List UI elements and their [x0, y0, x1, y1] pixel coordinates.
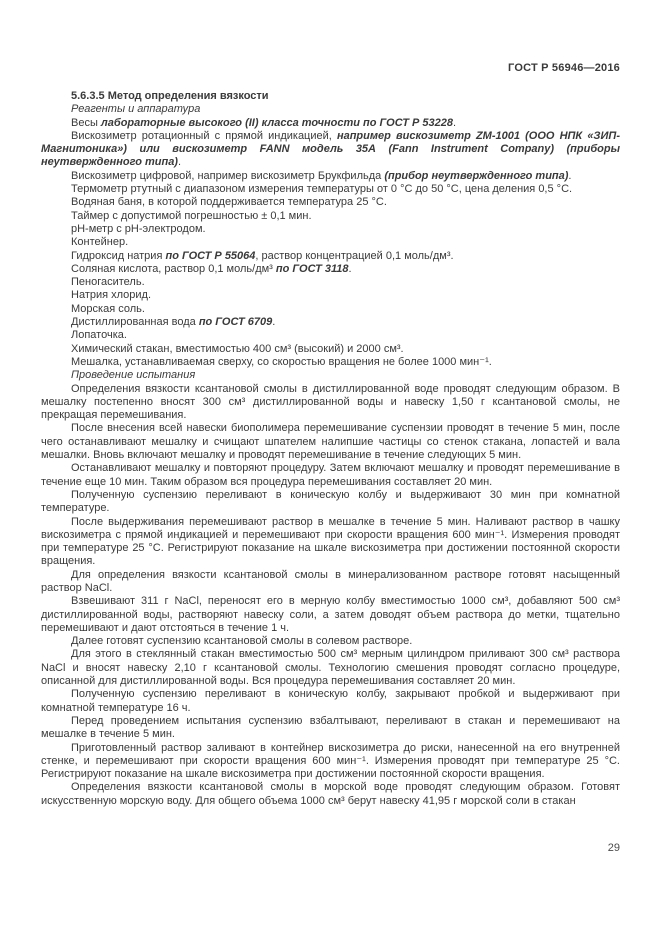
page-header: [41, 62, 620, 74]
paragraph: [41, 236, 620, 249]
text-run: .: [177, 156, 182, 169]
text-run: .: [272, 316, 276, 329]
paragraph: [41, 210, 620, 223]
paragraph: [41, 742, 620, 782]
text-run: Пеногаситель.: [71, 276, 145, 289]
text-run: по ГОСТ 6709: [198, 316, 273, 329]
text-run: Натрия хлорид.: [71, 289, 152, 302]
paragraph: [41, 715, 620, 742]
paragraph: [41, 356, 620, 369]
paragraph: [41, 223, 620, 236]
paragraph: [41, 329, 620, 342]
paragraph: [41, 462, 620, 489]
page-number: 29: [607, 842, 620, 854]
paragraph: [41, 263, 620, 276]
text-run: Для этого в стеклянный стакан вместимостью 500 см³ мерным цилиндром приливают 300 см³ раствора NaCl и вносят навеску 2,10 г ксантановой смолы. Технологию смешения проводят согласно процедуре, описанной для дистиллированной воды. Вся процедура перемешивания составляет 20 мин.: [41, 648, 620, 688]
paragraph: [41, 303, 620, 316]
text-run: например вискозиметр ZM-1001 (ООО НПК «ЗИП-Магнитоника») или вискозиметр FANN модель 35А (Fann Instrument Company) (приборы неутвержденного типа): [41, 129, 620, 169]
paragraph: [41, 635, 620, 648]
paragraph: [41, 276, 620, 289]
text-run: .: [453, 116, 457, 129]
paragraph: [41, 595, 620, 635]
paragraph: [41, 489, 620, 516]
text-run: Взвешивают 311 г NaCl, переносят его в мерную колбу вместимостью 1000 см³, добавляют 500 см³ дистиллированной воды, растворяют навеску соли, а затем доводят объем раствора до метки, тщательно перемешивают и дают отстояться в течение 1 ч.: [41, 595, 620, 634]
paragraph: [41, 289, 620, 302]
text-run: Останавливают мешалку и повторяют процедуру. Затем включают мешалку и проводят перемешивание в течение еще 10 мин. Таким образом вся процедура перемешивания составляет 20 мин.: [41, 462, 620, 488]
text-run: Дистиллированная вода: [71, 316, 199, 329]
text-run: Водяная баня, в которой поддерживается температура 25 °С.: [71, 196, 387, 209]
standard-number: ГОСТ Р 56946—2016: [508, 62, 620, 74]
text-run: Контейнер.: [71, 236, 129, 249]
text-run: Химический стакан, вместимостью 400 см³ (высокий) и 2000 см³.: [71, 342, 404, 355]
text-run: Полученную суспензию переливают в коническую колбу и выдерживают 30 мин при комнатной температуре.: [41, 488, 620, 515]
text-run: Приготовленный раствор заливают в контейнер вискозиметра до риски, нанесенной на его внутренней стенке, и перемешивают при скорости вращения 600 мин⁻¹. Измерения проводят при температуре 25 °С. Регистрируют показание на шкале вискозиметра при достижении постоянной скорости вращения.: [41, 741, 620, 781]
text-run: Для определения вязкости ксантановой смолы в минерализованном растворе готовят насыщенный раствор NaCl.: [41, 568, 620, 594]
text-run: После выдерживания перемешивают раствор в мешалке в течение 5 мин. Наливают раствор в чашку вискозиметра с прямой индикацией и перемешивают при скорости вращения 600 мин⁻¹. Измерения проводят при температуре 25 °С. Регистрируют показание на шкале вискозиметра при достижении постоянной скорости вращения.: [41, 515, 620, 568]
text-run: Весы: [71, 116, 101, 129]
text-run: Соляная кислота, раствор 0,1 моль/дм³: [71, 262, 276, 275]
text-run: После внесения всей навески биополимера перемешивание суспензии проводят в течение 5 мин, после чего останавливают мешалку и счищают шпателем налипшие частицы со стенок стакана, лопастей и вала мешалки. Вновь включают мешалку и проводят перемешивание в течение следующих 5 мин.: [41, 422, 620, 462]
text-run: Реагенты и аппаратура: [71, 103, 201, 116]
paragraph: [41, 316, 620, 329]
text-run: Морская соль.: [71, 302, 145, 315]
text-run: Определения вязкости ксантановой смолы в морской воде проводят следующим образом. Готовят искусственную морскую воду. Для общего объема 1000 см³ берут навеску 41,95 г морской соли в стакан: [41, 781, 620, 807]
paragraph: [41, 383, 620, 423]
document-body: [41, 90, 620, 808]
text-run: Перед проведением испытания суспензию взбалтывают, переливают в стакан и перемешивают на мешалке в течение 5 мин.: [41, 714, 620, 741]
text-run: Мешалка, устанавливаемая сверху, со скоростью вращения не более 1000 мин⁻¹.: [71, 355, 492, 368]
paragraph: [41, 90, 620, 103]
text-run: по ГОСТ 3118: [275, 262, 349, 275]
paragraph: [41, 569, 620, 596]
page-footer: [41, 842, 620, 854]
paragraph: [41, 781, 620, 808]
text-run: (прибор неутвержденного типа): [384, 169, 569, 182]
paragraph: [41, 648, 620, 688]
paragraph: [41, 183, 620, 196]
paragraph: [41, 688, 620, 715]
paragraph: [41, 117, 620, 130]
text-run: Определения вязкости ксантановой смолы в дистиллированной воде проводят следующим образом. В мешалку постепенно вносят 300 см³ дистиллированной воды и навеску 1,50 г ксантановой смолы, не прекращая перемешивания.: [41, 382, 620, 422]
text-run: Проведение испытания: [71, 369, 196, 382]
text-run: Термометр ртутный с диапазоном измерения температуры от 0 °С до 50 °С, цена деления 0,5 °С.: [71, 183, 573, 196]
paragraph: [41, 130, 620, 170]
text-run: Таймер с допустимой погрешностью ± 0,1 мин.: [71, 209, 312, 222]
paragraph: [41, 196, 620, 209]
text-run: pH-метр с pH-электродом.: [71, 222, 206, 235]
text-run: Далее готовят суспензию ксантановой смолы в солевом растворе.: [71, 635, 413, 648]
text-run: Полученную суспензию переливают в коническую колбу, закрывают пробкой и выдерживают при комнатной температуре 16 ч.: [41, 688, 620, 714]
paragraph: [41, 103, 620, 116]
text-run: Вискозиметр цифровой, например вискозиметр Брукфильда: [71, 169, 385, 182]
text-run: Лопаточка.: [71, 329, 127, 342]
text-run: 5.6.3.5 Метод определения вязкости: [71, 90, 269, 102]
text-run: .: [568, 169, 572, 182]
text-run: , раствор концентрацией 0,1 моль/дм³.: [255, 249, 454, 262]
text-run: Гидроксид натрия: [71, 249, 166, 262]
text-run: по ГОСТ Р 55064: [165, 249, 256, 262]
paragraph: [41, 422, 620, 462]
text-run: лабораторные высокого (II) класса точности по ГОСТ Р 53228: [100, 116, 453, 129]
text-run: Вискозиметр ротационный с прямой индикацией,: [71, 129, 337, 142]
paragraph: [41, 516, 620, 569]
paragraph: [41, 170, 620, 183]
paragraph: [41, 369, 620, 382]
paragraph: [41, 343, 620, 356]
paragraph: [41, 250, 620, 263]
text-run: .: [348, 262, 352, 275]
